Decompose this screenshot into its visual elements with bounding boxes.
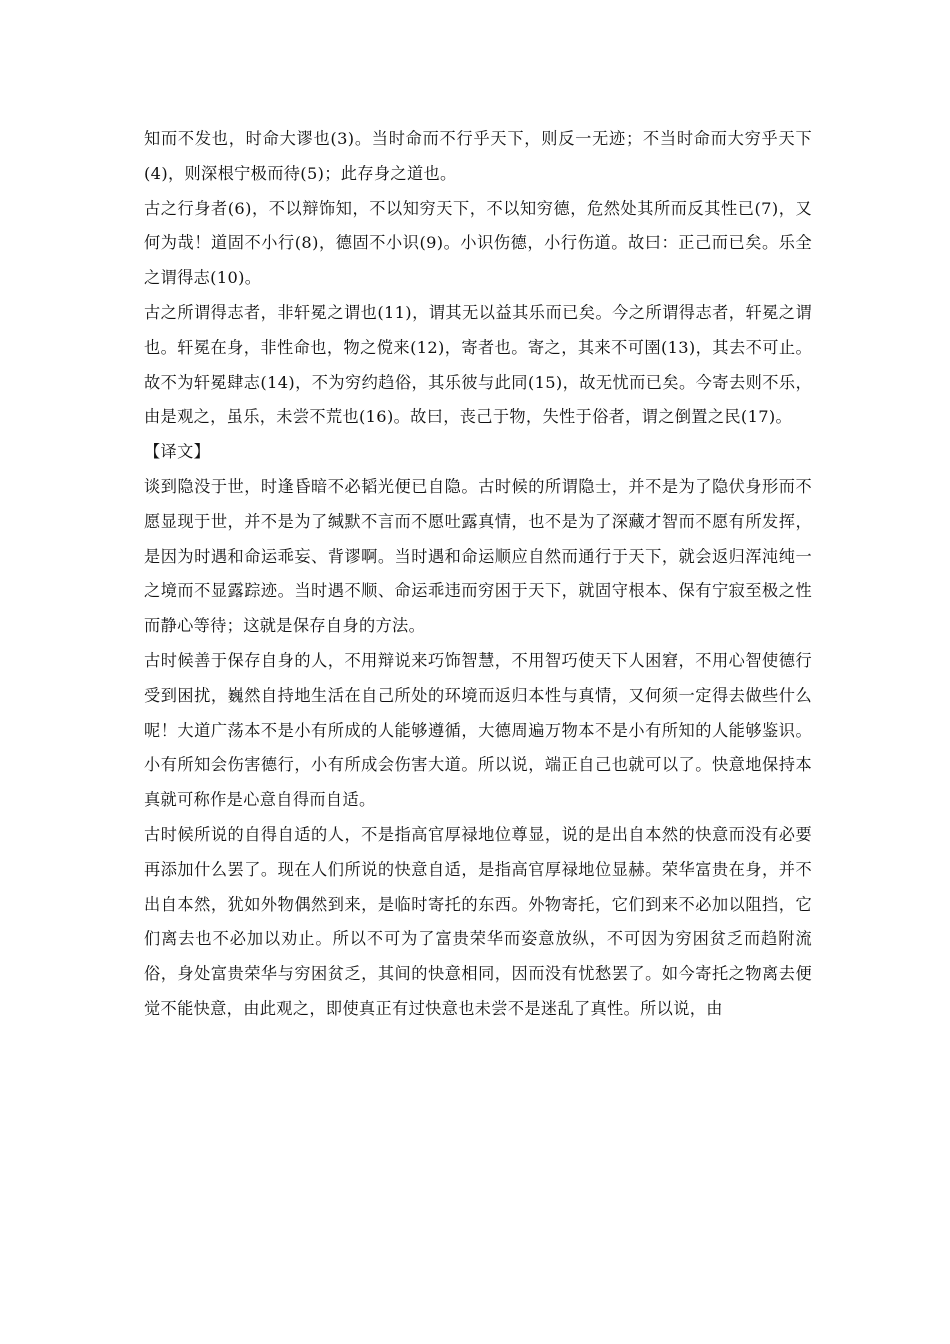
paragraph-translation-1: 谈到隐没于世，时逢昏暗不必韬光便已自隐。古时候的所谓隐士，并不是为了隐伏身形而不愿显现于世，并不是为了缄默不言而不愿吐露真情，也不是为了深藏才智而不愿有所发挥，是因为时遇和命运乖妄、背谬啊。当时遇和命运顺应自然而通行于天下，就会返归浑沌纯一之境而不显露踪迹。当时遇不顺、命运乖违而穷困于天下，就固守根本、保有宁寂至极之性而静心等待；这就是保存自身的方法。 (144, 476, 812, 636)
paragraph-original-2: 古之行身者(6)，不以辩饰知，不以知穷天下，不以知穷德，危然处其所而反其性已(7)，又何为哉！道固不小行(8)，德固不小识(9)。小识伤德，小行伤道。故曰：正己而已矣。乐全之谓得志(10)。 (144, 198, 812, 288)
paragraph-translation-3: 古时候所说的自得自适的人，不是指高官厚禄地位尊显，说的是出自本然的快意而没有必要再添加什么罢了。现在人们所说的快意自适，是指高官厚禄地位显赫。荣华富贵在身，并不出自本然，犹如外物偶然到来，是临时寄托的东西。外物寄托，它们到来不必加以阻挡，它们离去也不必加以劝止。所以不可为了富贵荣华而姿意放纵，不可因为穷困贫乏而趋附流俗，身处富贵荣华与穷困贫乏，其间的快意相同，因而没有忧愁罢了。如今寄托之物离去便觉不能快意，由此观之，即使真正有过快意也未尝不是迷乱了真性。所以说，由 (144, 824, 812, 1018)
paragraph-translation-2: 古时候善于保存自身的人，不用辩说来巧饰智慧，不用智巧使天下人困窘，不用心智使德行受到困扰，巍然自持地生活在自己所处的环境而返归本性与真情，又何须一定得去做些什么呢！大道广荡本不是小有所成的人能够遵循，大德周遍万物本不是小有所知的人能够鉴识。小有所知会伤害德行，小有所成会伤害大道。所以说，端正自己也就可以了。快意地保持本真就可称作是心意自得而自适。 (144, 650, 812, 810)
translation-heading: 【译文】 (144, 442, 211, 462)
document-page (144, 122, 812, 1027)
paragraph-original-3: 古之所谓得志者，非轩冕之谓也(11)，谓其无以益其乐而已矣。今之所谓得志者，轩冕之谓也。轩冕在身，非性命也，物之傥来(12)，寄者也。寄之，其来不可圉(13)，其去不可止。故不为轩冕肆志(14)，不为穷约趋俗，其乐彼与此同(15)，故无忧而已矣。今寄去则不乐，由是观之，虽乐，未尝不荒也(16)。故曰，丧己于物，失性于俗者，谓之倒置之民(17)。 (144, 302, 812, 427)
paragraph-original-1: 知而不发也，时命大谬也(3)。当时命而不行乎天下，则反一无迹；不当时命而大穷乎天下(4)，则深根宁极而待(5)；此存身之道也。 (144, 129, 812, 183)
